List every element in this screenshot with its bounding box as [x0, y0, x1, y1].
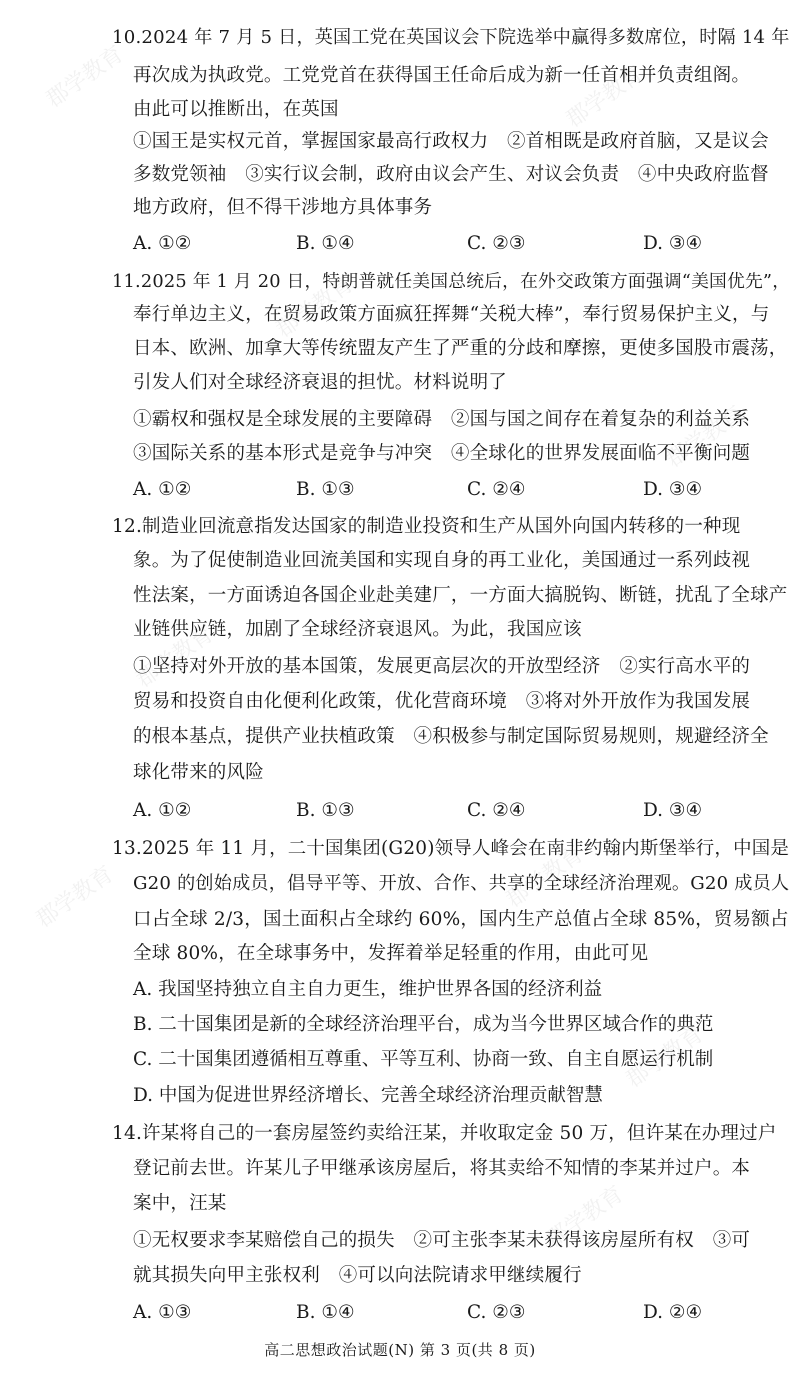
option-b[interactable]: B. ①③	[296, 479, 355, 500]
question-text: 登记前去世。许某儿子甲继承该房屋后，将其卖给不知情的李某并过户。本	[133, 1158, 751, 1179]
watermark: 郡学教育	[31, 861, 119, 933]
option-d[interactable]: D. ②④	[643, 1302, 703, 1323]
option-c[interactable]: C. ②④	[467, 800, 526, 821]
question-text: 13.2025 年 11 月，二十国集团(G20)领导人峰会在南非约翰内斯堡举行，中国是	[112, 838, 790, 859]
option-d[interactable]: D. 中国为促进世界经济增长、完善全球经济治理贡献智慧	[133, 1085, 603, 1106]
question-text: 日本、欧洲、加拿大等传统盟友产生了严重的分歧和摩擦，更使多国股市震荡，	[133, 338, 788, 359]
watermark: 郡学教育	[271, 271, 359, 343]
page-footer: 高二思想政治试题(N) 第 3 页(共 8 页)	[264, 1341, 536, 1359]
statement-text: ③国际关系的基本形式是竞争与冲突 ④全球化的世界发展面临不平衡问题	[133, 443, 751, 464]
watermark: 郡学教育	[131, 621, 219, 693]
question-text: 案中，汪某	[133, 1193, 227, 1214]
option-a[interactable]: A. ①②	[133, 479, 192, 500]
option-b[interactable]: B. 二十国集团是新的全球经济治理平台，成为当今世界区域合作的典范	[133, 1014, 714, 1035]
statement-text: 就其损失向甲主张权利 ④可以向法院请求甲继续履行	[133, 1265, 582, 1286]
option-a[interactable]: A. ①②	[133, 233, 192, 254]
question-text: 10.2024 年 7 月 5 日，英国工党在英国议会下院选举中赢得多数席位，时隔 14 年	[112, 27, 790, 48]
watermark: 郡学教育	[541, 1181, 629, 1253]
question-text: 奉行单边主义，在贸易政策方面疯狂挥舞“关税大棒”，奉行贸易保护主义，与	[133, 304, 770, 325]
question-text: 引发人们对全球经济衰退的担忧。材料说明了	[133, 372, 508, 393]
question-text: 12.制造业回流意指发达国家的制造业投资和生产从国外向国内转移的一种现	[112, 516, 741, 537]
watermark: 郡学教育	[621, 1021, 709, 1093]
option-d[interactable]: D. ③④	[643, 479, 703, 500]
statement-text: 多数党领袖 ③实行议会制，政府由议会产生、对议会负责 ④中央政府监督	[133, 164, 769, 185]
statement-text: ①坚持对外开放的基本国策，发展更高层次的开放型经济 ②实行高水平的	[133, 656, 751, 677]
option-c[interactable]: C. ②④	[467, 479, 526, 500]
option-d[interactable]: D. ③④	[643, 233, 703, 254]
question-text: G20 的创始成员，倡导平等、开放、合作、共享的全球经济治理观。G20 成员人	[133, 873, 790, 894]
question-text: 业链供应链，加剧了全球经济衰退风。为此，我国应该	[133, 619, 582, 640]
option-c[interactable]: C. ②③	[467, 1302, 526, 1323]
question-text: 由此可以推断出，在英国	[133, 99, 339, 120]
statement-text: 球化带来的风险	[133, 762, 264, 783]
statement-text: 地方政府，但不得干涉地方具体事务	[133, 197, 433, 218]
question-text: 口占全球 2/3，国土面积占全球约 60%，国内生产总值占全球 85%，贸易额占	[133, 909, 789, 930]
option-d[interactable]: D. ③④	[643, 800, 703, 821]
watermark: 郡学教育	[661, 401, 749, 473]
watermark: 郡学教育	[41, 41, 129, 113]
question-text: 全球 80%，在全球事务中，发挥着举足轻重的作用，由此可见	[133, 943, 649, 964]
option-a[interactable]: A. ①③	[133, 1302, 192, 1323]
option-c[interactable]: C. 二十国集团遵循相互尊重、平等互利、协商一致、自主自愿运行机制	[133, 1049, 714, 1070]
option-b[interactable]: B. ①④	[296, 233, 355, 254]
statement-text: 贸易和投资自由化便利化政策，优化营商环境 ③将对外开放作为我国发展	[133, 691, 751, 712]
option-b[interactable]: B. ①④	[296, 1302, 355, 1323]
question-text: 14.许某将自己的一套房屋签约卖给汪某，并收取定金 50 万，但许某在办理过户	[112, 1123, 777, 1144]
statement-text: ①国王是实权元首，掌握国家最高行政权力 ②首相既是政府首脑，又是议会	[133, 131, 769, 152]
statement-text: 的根本基点，提供产业扶植政策 ④积极参与制定国际贸易规则，规避经济全	[133, 726, 769, 747]
watermark: 郡学教育	[501, 841, 589, 913]
watermark: 郡学教育	[561, 61, 649, 133]
question-text: 11.2025 年 1 月 20 日，特朗普就任美国总统后，在外交政策方面强调“美国优先”，	[112, 272, 791, 292]
question-text: 象。为了促使制造业回流美国和实现自身的再工业化，美国通过一系列歧视	[133, 550, 751, 571]
option-b[interactable]: B. ①③	[296, 800, 355, 821]
statement-text: ①霸权和强权是全球发展的主要障碍 ②国与国之间存在着复杂的利益关系	[133, 409, 751, 430]
option-a[interactable]: A. 我国坚持独立自主自力更生，维护世界各国的经济利益	[133, 979, 603, 1000]
option-a[interactable]: A. ①②	[133, 800, 192, 821]
option-c[interactable]: C. ②③	[467, 233, 526, 254]
question-text: 再次成为执政党。工党党首在获得国王任命后成为新一任首相并负责组阁。	[133, 65, 751, 86]
statement-text: ①无权要求李某赔偿自己的损失 ②可主张李某未获得该房屋所有权 ③可	[133, 1230, 751, 1251]
question-text: 性法案，一方面诱迫各国企业赴美建厂，一方面大搞脱钩、断链，扰乱了全球产	[133, 585, 788, 606]
